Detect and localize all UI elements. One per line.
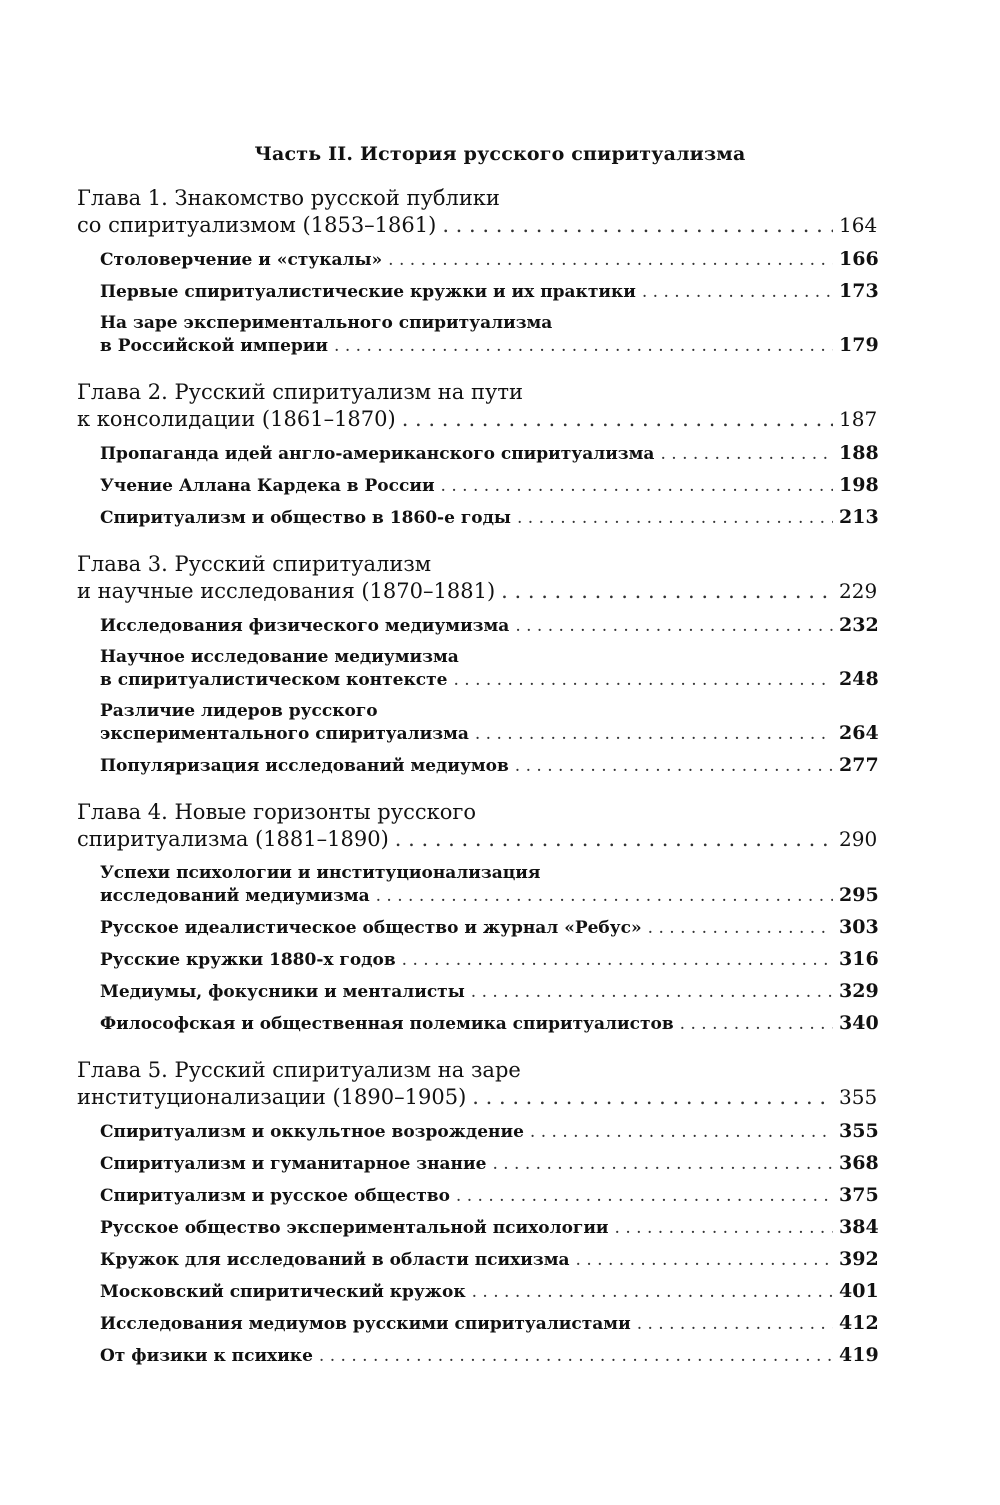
- section-page-number: 355: [839, 1120, 879, 1142]
- section-text: в Российской империи: [100, 336, 329, 356]
- dot-leader: [501, 578, 833, 605]
- section-line: [100, 668, 879, 691]
- section-text: Успехи психологии и институционализация: [100, 863, 541, 883]
- section-text: Русские кружки 1880-х годов: [100, 950, 396, 970]
- section-page-number: 316: [839, 948, 879, 970]
- section-page-number: 264: [839, 722, 879, 744]
- section-text: Русское общество экспериментальной психологии: [100, 1218, 609, 1238]
- section-line: [100, 1216, 879, 1239]
- section-entry: [77, 1248, 879, 1271]
- section-line: [100, 754, 879, 777]
- section-entry: [77, 1012, 879, 1035]
- section-page-number: 198: [839, 474, 879, 496]
- dot-leader: [530, 1121, 833, 1143]
- section-line: [100, 248, 879, 271]
- section-text: На заре экспериментального спиритуализма: [100, 313, 553, 333]
- section-text: Спиритуализм и гуманитарное знание: [100, 1154, 487, 1174]
- dot-leader: [615, 1217, 833, 1239]
- dot-leader: [576, 1249, 833, 1271]
- chapter-page-number: 290: [839, 827, 878, 851]
- dot-leader: [660, 443, 833, 465]
- section-line: [100, 884, 879, 907]
- section-page-number: 248: [839, 668, 879, 690]
- chapter-title-line: [77, 379, 873, 406]
- dot-leader: [334, 335, 833, 357]
- section-page-number: 277: [839, 754, 879, 776]
- section-text: Первые спиритуалистические кружки и их практики: [100, 282, 636, 302]
- dot-leader: [376, 885, 833, 907]
- section-text: Учение Аллана Кардека в России: [100, 476, 435, 496]
- section-page-number: 419: [839, 1344, 879, 1366]
- section-line: [100, 916, 879, 939]
- section-text: Исследования медиумов русскими спиритуалистами: [100, 1314, 631, 1334]
- section-text: От физики к психике: [100, 1346, 313, 1366]
- section-entry: [77, 700, 879, 745]
- chapter-title-line: [77, 551, 873, 578]
- section-entry: [77, 980, 879, 1003]
- dot-leader: [402, 406, 833, 433]
- section-text: экспериментального спиритуализма: [100, 724, 469, 744]
- section-text: исследований медиумизма: [100, 886, 370, 906]
- section-page-number: 166: [839, 248, 879, 270]
- section-line: [100, 948, 879, 971]
- dot-leader: [637, 1313, 833, 1335]
- section-line: [100, 862, 873, 884]
- dot-leader: [475, 723, 833, 745]
- section-entry: [77, 1152, 879, 1175]
- section-text: Спиритуализм и русское общество: [100, 1186, 450, 1206]
- chapter-title-line: [77, 406, 878, 433]
- section-entry: [77, 1184, 879, 1207]
- dot-leader: [492, 1153, 833, 1175]
- section-text: Медиумы, фокусники и менталисты: [100, 982, 465, 1002]
- section-text: Спиритуализм и оккультное возрождение: [100, 1122, 524, 1142]
- section-entry: [77, 1120, 879, 1143]
- dot-leader: [642, 281, 833, 303]
- chapter-title-text: Глава 5. Русский спиритуализм на заре: [77, 1058, 521, 1082]
- chapter-title-line: [77, 578, 878, 605]
- section-line: [100, 700, 873, 722]
- dot-leader: [680, 1013, 833, 1035]
- table-of-contents: [77, 185, 879, 1389]
- section-text: Московский спиритический кружок: [100, 1282, 466, 1302]
- section-line: [100, 1184, 879, 1207]
- section-entry: [77, 916, 879, 939]
- section-line: [100, 1012, 879, 1035]
- chapter-title-text: институционализации (1890–1905): [77, 1085, 467, 1109]
- section-page-number: 412: [839, 1312, 879, 1334]
- dot-leader: [648, 917, 833, 939]
- chapter-page-number: 164: [839, 213, 878, 237]
- section-line: [100, 646, 873, 668]
- section-entry: [77, 1280, 879, 1303]
- section-line: [100, 506, 879, 529]
- section-page-number: 392: [839, 1248, 879, 1270]
- chapter-title-line: [77, 799, 873, 826]
- section-entry: [77, 442, 879, 465]
- section-text: в спиритуалистическом контексте: [100, 670, 448, 690]
- dot-leader: [456, 1185, 833, 1207]
- section-line: [100, 614, 879, 637]
- section-page-number: 188: [839, 442, 879, 464]
- chapter-title-line: [77, 1084, 878, 1111]
- section-text: Спиритуализм и общество в 1860-е годы: [100, 508, 511, 528]
- chapter: [77, 379, 879, 529]
- chapter: [77, 799, 879, 1035]
- chapter: [77, 1057, 879, 1367]
- section-page-number: 329: [839, 980, 879, 1002]
- chapter-title-text: спиритуализма (1881–1890): [77, 827, 389, 851]
- dot-leader: [441, 475, 833, 497]
- section-entry: [77, 280, 879, 303]
- chapter-title: [77, 185, 878, 239]
- section-text: Философская и общественная полемика спиритуалистов: [100, 1014, 674, 1034]
- section-text: Различие лидеров русского: [100, 701, 378, 721]
- section-entry: [77, 506, 879, 529]
- chapter-title-line: [77, 826, 878, 853]
- section-page-number: 384: [839, 1216, 879, 1238]
- dot-leader: [517, 507, 833, 529]
- dot-leader: [388, 249, 833, 271]
- section-page-number: 303: [839, 916, 879, 938]
- section-line: [100, 1280, 879, 1303]
- section-line: [100, 280, 879, 303]
- section-line: [100, 980, 879, 1003]
- chapter-title-text: Глава 1. Знакомство русской публики: [77, 186, 500, 210]
- dot-leader: [515, 615, 833, 637]
- section-line: [100, 334, 879, 357]
- section-text: Популяризация исследований медиумов: [100, 756, 509, 776]
- section-entry: [77, 1312, 879, 1335]
- section-line: [100, 1344, 879, 1367]
- chapter-title-text: и научные исследования (1870–1881): [77, 579, 496, 603]
- section-entry: [77, 948, 879, 971]
- chapter-title-line: [77, 1057, 873, 1084]
- chapter-title-text: к консолидации (1861–1870): [77, 407, 396, 431]
- section-text: Пропаганда идей англо-американского спиритуализма: [100, 444, 655, 464]
- section-page-number: 179: [839, 334, 879, 356]
- section-entry: [77, 1344, 879, 1367]
- chapter-title-text: Глава 4. Новые горизонты русского: [77, 800, 477, 824]
- section-entry: [77, 754, 879, 777]
- dot-leader: [319, 1345, 833, 1367]
- chapter-title-text: Глава 2. Русский спиритуализм на пути: [77, 380, 523, 404]
- section-entry: [77, 248, 879, 271]
- chapter-title: [77, 1057, 878, 1111]
- dot-leader: [395, 826, 833, 853]
- section-line: [100, 474, 879, 497]
- dot-leader: [453, 669, 833, 691]
- section-entry: [77, 312, 879, 357]
- section-page-number: 401: [839, 1280, 879, 1302]
- part-title: Часть II. История русского спиритуализма: [254, 143, 746, 165]
- section-entry: [77, 614, 879, 637]
- section-page-number: 368: [839, 1152, 879, 1174]
- dot-leader: [515, 755, 833, 777]
- chapter-title: [77, 551, 878, 605]
- section-page-number: 213: [839, 506, 879, 528]
- chapter-title: [77, 379, 878, 433]
- chapter: [77, 551, 879, 777]
- section-line: [100, 442, 879, 465]
- chapter-title-text: Глава 3. Русский спиритуализм: [77, 552, 432, 576]
- section-page-number: 340: [839, 1012, 879, 1034]
- chapter-title: [77, 799, 878, 853]
- dot-leader: [471, 981, 833, 1003]
- section-page-number: 173: [839, 280, 879, 302]
- section-page-number: 232: [839, 614, 879, 636]
- chapter-title-text: со спиритуализмом (1853–1861): [77, 213, 437, 237]
- chapter-page-number: 355: [839, 1085, 878, 1109]
- section-entry: [77, 474, 879, 497]
- section-text: Кружок для исследований в области психизма: [100, 1250, 570, 1270]
- dot-leader: [472, 1281, 833, 1303]
- section-entry: [77, 646, 879, 691]
- chapter-page-number: 229: [839, 579, 878, 603]
- section-text: Исследования физического медиумизма: [100, 616, 510, 636]
- section-page-number: 375: [839, 1184, 879, 1206]
- chapter-title-line: [77, 185, 873, 212]
- dot-leader: [472, 1084, 833, 1111]
- section-entry: [77, 862, 879, 907]
- section-line: [100, 1120, 879, 1143]
- section-line: [100, 312, 873, 334]
- chapter-title-line: [77, 212, 878, 239]
- section-line: [100, 1248, 879, 1271]
- section-line: [100, 1152, 879, 1175]
- section-page-number: 295: [839, 884, 879, 906]
- section-line: [100, 722, 879, 745]
- section-line: [100, 1312, 879, 1335]
- dot-leader: [442, 212, 833, 239]
- section-entry: [77, 1216, 879, 1239]
- chapter-page-number: 187: [839, 407, 878, 431]
- section-text: Столоверчение и «стукалы»: [100, 250, 383, 270]
- chapter: [77, 185, 879, 357]
- section-text: Научное исследование медиумизма: [100, 647, 459, 667]
- section-text: Русское идеалистическое общество и журнал «Ребус»: [100, 918, 642, 938]
- dot-leader: [402, 949, 833, 971]
